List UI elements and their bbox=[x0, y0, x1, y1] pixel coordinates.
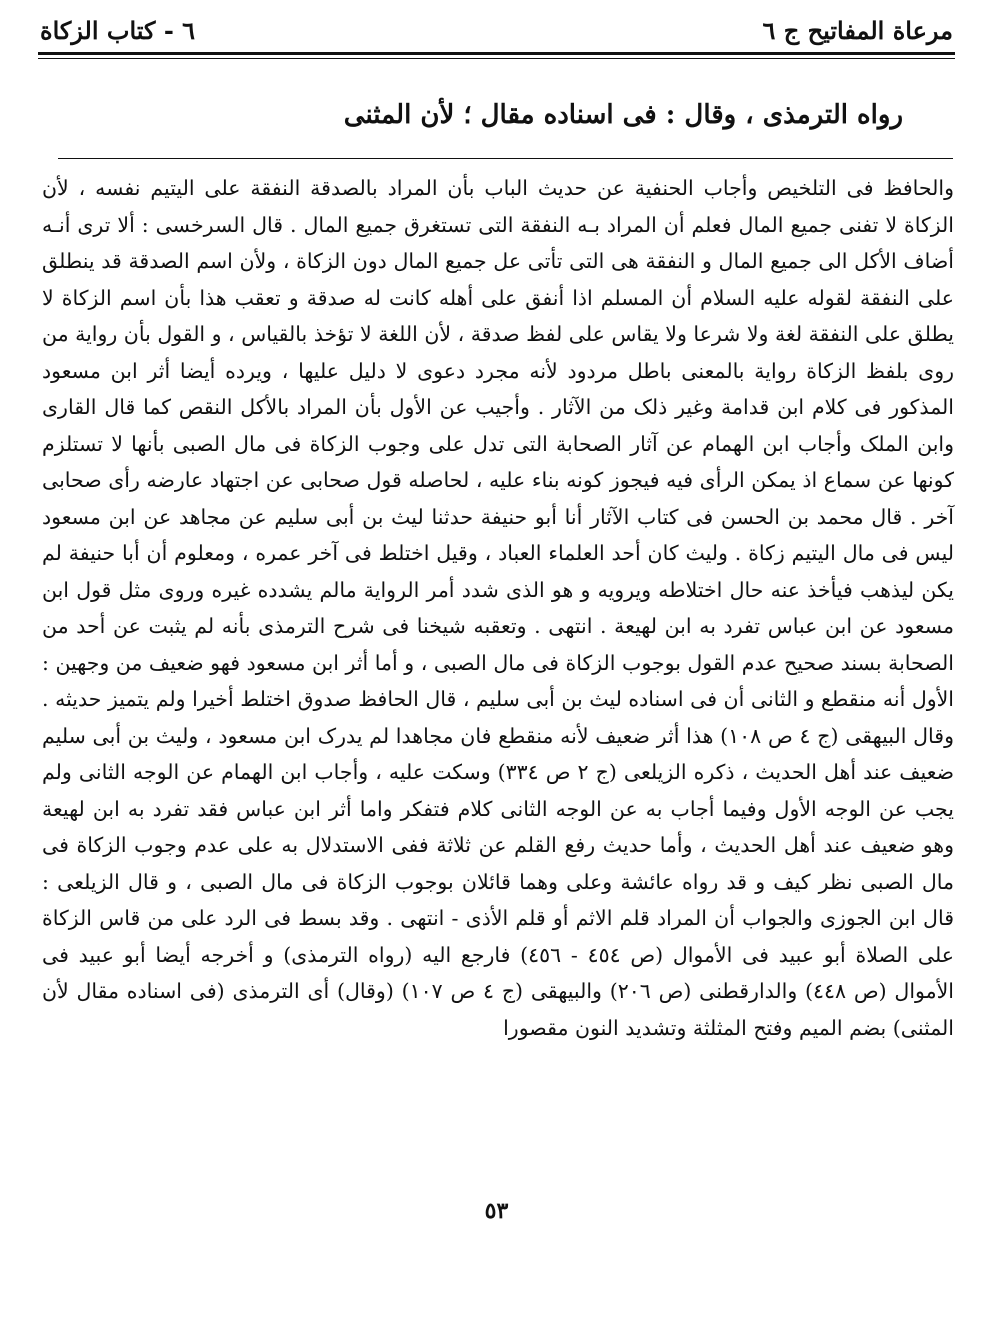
header-book-title: مرعاة المفاتيح ج ٦ bbox=[762, 15, 953, 45]
commentary-paragraph: والحافظ فی التلخیص وأجاب الحنفیة عن حدیث الباب بأن المراد بالصدقة النفقة علی الیتیم نفسه ، لأن الزکاة لا تفنی جمیع المال فعلم أن المراد بـه النفقة التی تستغرق جمیع المال . قال السرخسی : ألا تری أنـه أضاف الأکل الی جمیع المال و النفقة هی التی تأتی عل جمیع المال دون الزکاة ، ولأن اسم الصدقة قد ینطلق علی النفقة لقوله علیه السلام أن المسلم اذا أنفق علی أهله کانت له صدقة و تعقب هذا بأن اسم الزکاة لا یطلق علی النفقة لغة ولا شرعا ولا یقاس علی لفظ صدقة ، لأن اللغة لا تؤخذ بالقیاس ، و القول بأن روایة من روی بلفظ الزکاة روایة بالمعنی باطل مردود لأنه مجرد دعوی لا دلیل علیها ، ویرده أیضا أثر ابن مسعود المذکور فی کلام ابن قدامة وغیر ذلک من الآثار . وأجیب عن الأول بأن المراد بالأکل النقص کما قال القاری وابن الملک وأجاب ابن الهمام عن آثار الصحابة التی تدل علی وجوب الزکاة فی مال الصبی بأنها لا تستلزم کونها عن سماع اذ یمکن الرأی فیه فیجوز کونه بناء علیه ، لحاصله قول صحابی عن اجتهاد عارضه رأی صحابی آخر . قال محمد بن الحسن فی کتاب الآثار أنا أبو حنیفة حدثنا لیث بن أبی سلیم عن مجاهد عن ابن مسعود لیس فی مال الیتیم زکاة . ولیث کان أحد العلماء العباد ، وقیل اختلط فی آخر عمره ، ومعلوم أن أبا حنیفة لم یکن لیذهب فیأخذ عنه حال اختلاطه ویرویه و هو الذی شدد أمر الروایة مالم یشدده غیره وروی مثل قول ابن مسعود عن ابن عباس تفرد به ابن لهیعة . انتهی . وتعقبه شیخنا فی شرح الترمذی بأنه لم یثبت عن أحد من الصحابة بسند صحیح عدم القول بوجوب الزکاة فی مال الصبی ، و أما أثر ابن مسعود فهو ضعیف من وجهین : الأول أنه منقطع و الثانی أن فی اسناده لیث بن أبی سلیم ، قال الحافظ صدوق اختلط أخیرا ولم یتمیز حدیثه . وقال البیهقی (ج ٤ ص ١٠٨) هذا أثر ضعیف لأنه منقطع فان مجاهدا لم یدرک ابن مسعود ، ولیث بن أبی سلیم ضعیف عند أهل الحدیث ، ذکره الزیلعی (ج ٢ ص ٣٣٤) وسکت علیه ، وأجاب ابن الهمام عن الوجه الثانی ولم یجب عن الوجه الأول وفیما أجاب به عن الوجه الثانی کلام فتفکر واما أثر ابن عباس فقد تفرد به ابن لهیعة وهو ضعیف عند أهل الحدیث ، وأما حدیث رفع القلم عن ثلاثة ففی الاستدلال به علی عدم وجوب الزکاة فی مال الصبی نظر کیف و قد رواه عائشة وعلی وهما قائلان بوجوب الزکاة فی مال الصبی ، و قال الزیلعی : قال ابن الجوزی والجواب أن المراد قلم الاثم أو قلم الأذی - انتهی . وقد بسط فی الرد علی من قاس الزکاة علی الصلاة أبو عبید فی الأموال (ص ٤٥٤ - ٤٥٦) فارجع الیه (رواه الترمذی) و أخرجه أیضا أبو عبید فی الأموال (ص ٤٤٨) والدارقطنی (ص ٢٠٦) والبیهقی (ج ٤ ص ١٠٧) (وقال) أی الترمذی (فی اسناده مقال لأن المثنی) بضم المیم وفتح المثلثة وتشدید النون مقصورا bbox=[42, 176, 954, 1040]
header-chapter-title: ٦ - كتاب الزكاة bbox=[40, 15, 196, 45]
hadith-text: رواه الترمذی ، وقال : فی اسناده مقال ؛ لأن المثنی bbox=[343, 100, 903, 130]
page-number: ٥٣ bbox=[484, 1198, 509, 1224]
header-rule bbox=[38, 52, 955, 55]
header-rule-thin bbox=[38, 58, 955, 59]
commentary-text bbox=[42, 170, 954, 1046]
separator-line bbox=[58, 158, 953, 159]
running-header bbox=[40, 10, 953, 50]
